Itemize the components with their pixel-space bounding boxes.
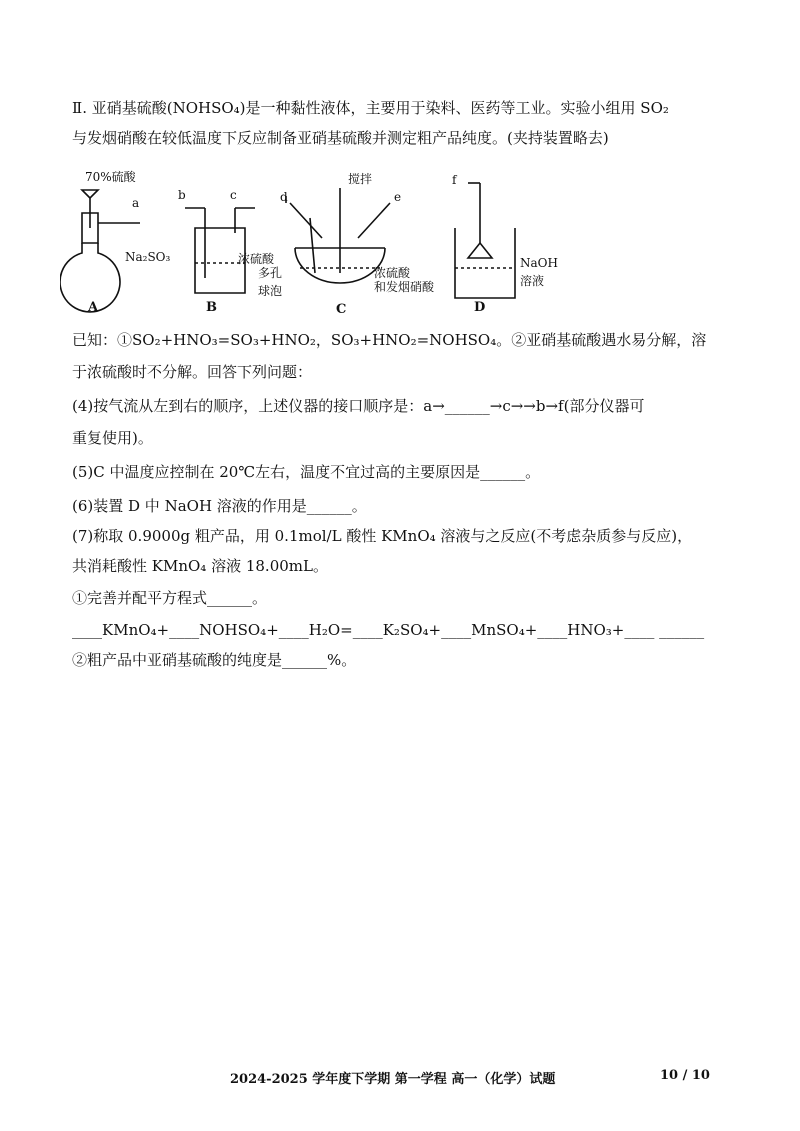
label-b-content: 浓硫酸: [238, 252, 275, 266]
known-line-1: 已知：①SO₂+HNO₃=SO₃+HNO₂，SO₃+HNO₂=NOHSO₄。②亚硝基硫酸遇水易分解，溶: [72, 331, 707, 349]
question-5: (5)C 中温度应控制在 20℃左右，温度不宜过高的主要原因是______。: [72, 463, 541, 481]
label-c-stir: 搅拌: [348, 172, 373, 186]
label-c-bulb-1: 多孔: [258, 266, 283, 280]
label-a-acid: 70%硫酸: [85, 170, 136, 184]
label-d-letter: D: [474, 300, 486, 315]
balance-equation: ____KMnO₄+____NOHSO₄+____H₂O=____K₂SO₄+____MnSO₄+____HNO₃+____ ______: [72, 621, 705, 639]
label-c-letter: C: [336, 302, 347, 317]
intro-line-1: Ⅱ. 亚硝基硫酸(NOHSO₄)是一种黏性液体，主要用于染料、医药等工业。实验小组用 SO₂: [72, 99, 669, 117]
label-c-bulb-2: 球泡: [258, 284, 283, 298]
label-b-port-left: b: [178, 188, 186, 202]
label-d-content-2: 溶液: [520, 274, 545, 288]
question-7-part-2: ②粗产品中亚硝基硫酸的纯度是______%。: [72, 651, 357, 669]
apparatus-drawing: [60, 168, 600, 318]
label-a-letter: A: [88, 300, 99, 315]
known-line-2: 于浓硫酸时不分解。回答下列问题：: [72, 363, 313, 381]
label-a-salt: Na₂SO₃: [125, 250, 171, 264]
label-b-port-right: c: [230, 188, 237, 202]
question-4-line-1: (4)按气流从左到右的顺序，上述仪器的接口顺序是：a→______→c→→b→f(部分仪器可: [72, 397, 645, 415]
label-a-port: a: [132, 196, 140, 210]
label-c-content-1: 浓硫酸: [374, 266, 411, 280]
question-6: (6)装置 D 中 NaOH 溶液的作用是______。: [72, 497, 367, 515]
label-b-letter: B: [206, 300, 217, 315]
footer-title: 2024-2025 学年度下学期 第一学程 高一（化学）试题: [230, 1072, 556, 1087]
question-4-line-2: 重复使用)。: [72, 429, 153, 447]
question-7-line-1: (7)称取 0.9000g 粗产品，用 0.1mol/L 酸性 KMnO₄ 溶液与之反应(不考虑杂质参与反应)，: [72, 527, 693, 545]
label-d-content-1: NaOH: [520, 256, 558, 270]
label-c-port-right: e: [394, 190, 402, 204]
question-7-line-2: 共消耗酸性 KMnO₄ 溶液 18.00mL。: [72, 557, 328, 575]
question-7-part-1: ①完善并配平方程式______。: [72, 589, 268, 607]
page-number: 10 / 10: [660, 1068, 710, 1083]
intro-line-2: 与发烟硝酸在较低温度下反应制备亚硝基硫酸并测定粗产品纯度。(夹持装置略去): [72, 129, 609, 147]
apparatus-figure: [60, 168, 600, 318]
label-c-port-left: d: [280, 190, 288, 204]
label-c-content-2: 和发烟硝酸: [374, 280, 435, 294]
label-d-port: f: [452, 173, 457, 187]
